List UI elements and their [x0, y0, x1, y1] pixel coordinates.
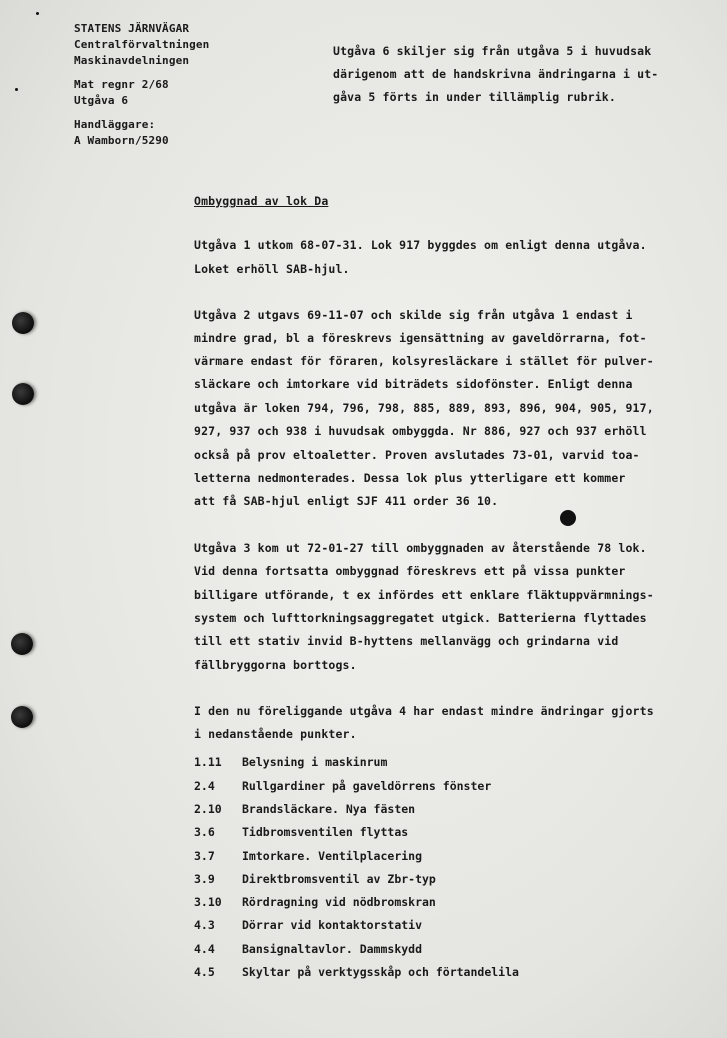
text-line: I den nu föreliggande utgåva 4 har endast mindre ändringar gjorts — [194, 704, 654, 718]
text-line: till ett stativ invid B-hyttens mellanvägg och grindarna vid — [194, 634, 619, 648]
list-item — [194, 825, 408, 839]
text-line: värmare endast för föraren, kolsyresläckare i stället för pulver- — [194, 354, 654, 368]
text-line: Utgåva 3 kom ut 72-01-27 till ombyggnaden av återstående 78 lok. — [194, 541, 647, 555]
text-line: mindre grad, bl a föreskrevs igensättning av gaveldörrarna, fot- — [194, 331, 647, 345]
item-number: 3.9 — [194, 872, 215, 886]
punch-hole — [12, 383, 34, 405]
item-number: 2.4 — [194, 779, 215, 793]
ink-dot — [36, 12, 39, 15]
text-line: 927, 937 och 938 i huvudsak ombyggda. Nr 886, 927 och 937 erhöll — [194, 424, 647, 438]
item-number: 4.4 — [194, 942, 215, 956]
item-number: 2.10 — [194, 802, 222, 816]
text-line: billigare utförande, t ex infördes ett enklare fläktuppvärmnings- — [194, 588, 654, 602]
list-item — [194, 755, 387, 769]
org-name: STATENS JÄRNVÄGAR — [74, 22, 190, 35]
list-item — [194, 779, 491, 793]
text-line: fällbryggorna borttogs. — [194, 658, 357, 672]
item-text: Rullgardiner på gaveldörrens fönster — [242, 779, 492, 793]
unit-name: Maskinavdelningen — [74, 54, 190, 67]
header-note-line: Utgåva 6 skiljer sig från utgåva 5 i huvudsak — [333, 44, 652, 58]
item-number: 4.3 — [194, 918, 215, 932]
ink-blot — [560, 510, 576, 526]
text-line: Loket erhöll SAB-hjul. — [194, 262, 350, 276]
text-line: att få SAB-hjul enligt SJF 411 order 36 10. — [194, 494, 499, 508]
text-line: letterna nedmonterades. Dessa lok plus ytterligare ett kommer — [194, 471, 626, 485]
header-note-line: därigenom att de handskrivna ändringarna i ut- — [333, 67, 659, 81]
list-item — [194, 802, 415, 816]
text-line: Vid denna fortsatta ombyggnad föreskrevs ett på vissa punkter — [194, 564, 626, 578]
text-line: system och lufttorkningsaggregatet utgick. Batterierna flyttades — [194, 611, 647, 625]
item-number: 3.10 — [194, 895, 222, 909]
list-item — [194, 849, 422, 863]
text-line: också på prov eltoaletter. Proven avslutades 73-01, varvid toa- — [194, 448, 640, 462]
item-text: Dörrar vid kontaktorstativ — [242, 918, 423, 932]
list-item — [194, 918, 422, 932]
item-text: Bansignaltavlor. Dammskydd — [242, 942, 423, 956]
text-line: i nedanstående punkter. — [194, 727, 357, 741]
item-number: 3.6 — [194, 825, 215, 839]
header-note-line: gåva 5 förts in under tillämplig rubrik. — [333, 90, 616, 104]
text-line: Utgåva 1 utkom 68-07-31. Lok 917 byggdes om enligt denna utgåva. — [194, 238, 647, 252]
ink-dot — [15, 88, 18, 91]
item-text: Tidbromsventilen flyttas — [242, 825, 409, 839]
punch-hole — [11, 633, 33, 655]
item-number: 1.11 — [194, 755, 222, 769]
text-line: utgåva är loken 794, 796, 798, 885, 889, 893, 896, 904, 905, 917, — [194, 401, 654, 415]
handler-label: Handläggare: — [74, 118, 156, 131]
item-number: 3.7 — [194, 849, 215, 863]
item-text: Rördragning vid nödbromskran — [242, 895, 436, 909]
handler-name: A Wamborn/5290 — [74, 134, 169, 147]
item-text: Direktbromsventil av Zbr-typ — [242, 872, 436, 886]
item-number: 4.5 — [194, 965, 215, 979]
document-title: Ombyggnad av lok Da — [194, 194, 329, 208]
item-text: Imtorkare. Ventilplacering — [242, 849, 423, 863]
item-text: Belysning i maskinrum — [242, 755, 388, 769]
list-item — [194, 872, 436, 886]
reg-number: Mat regnr 2/68 — [74, 78, 169, 91]
text-line: släckare och imtorkare vid biträdets sidofönster. Enligt denna — [194, 377, 633, 391]
list-item — [194, 965, 519, 979]
punch-hole — [12, 312, 34, 334]
item-text: Brandsläckare. Nya fästen — [242, 802, 416, 816]
item-text: Skyltar på verktygsskåp och förtandelila — [242, 965, 519, 979]
edition-label: Utgåva 6 — [74, 94, 129, 107]
text-line: Utgåva 2 utgavs 69-11-07 och skilde sig från utgåva 1 endast i — [194, 308, 633, 322]
list-item — [194, 895, 436, 909]
punch-hole — [11, 706, 33, 728]
list-item — [194, 942, 422, 956]
dept-name: Centralförvaltningen — [74, 38, 210, 51]
